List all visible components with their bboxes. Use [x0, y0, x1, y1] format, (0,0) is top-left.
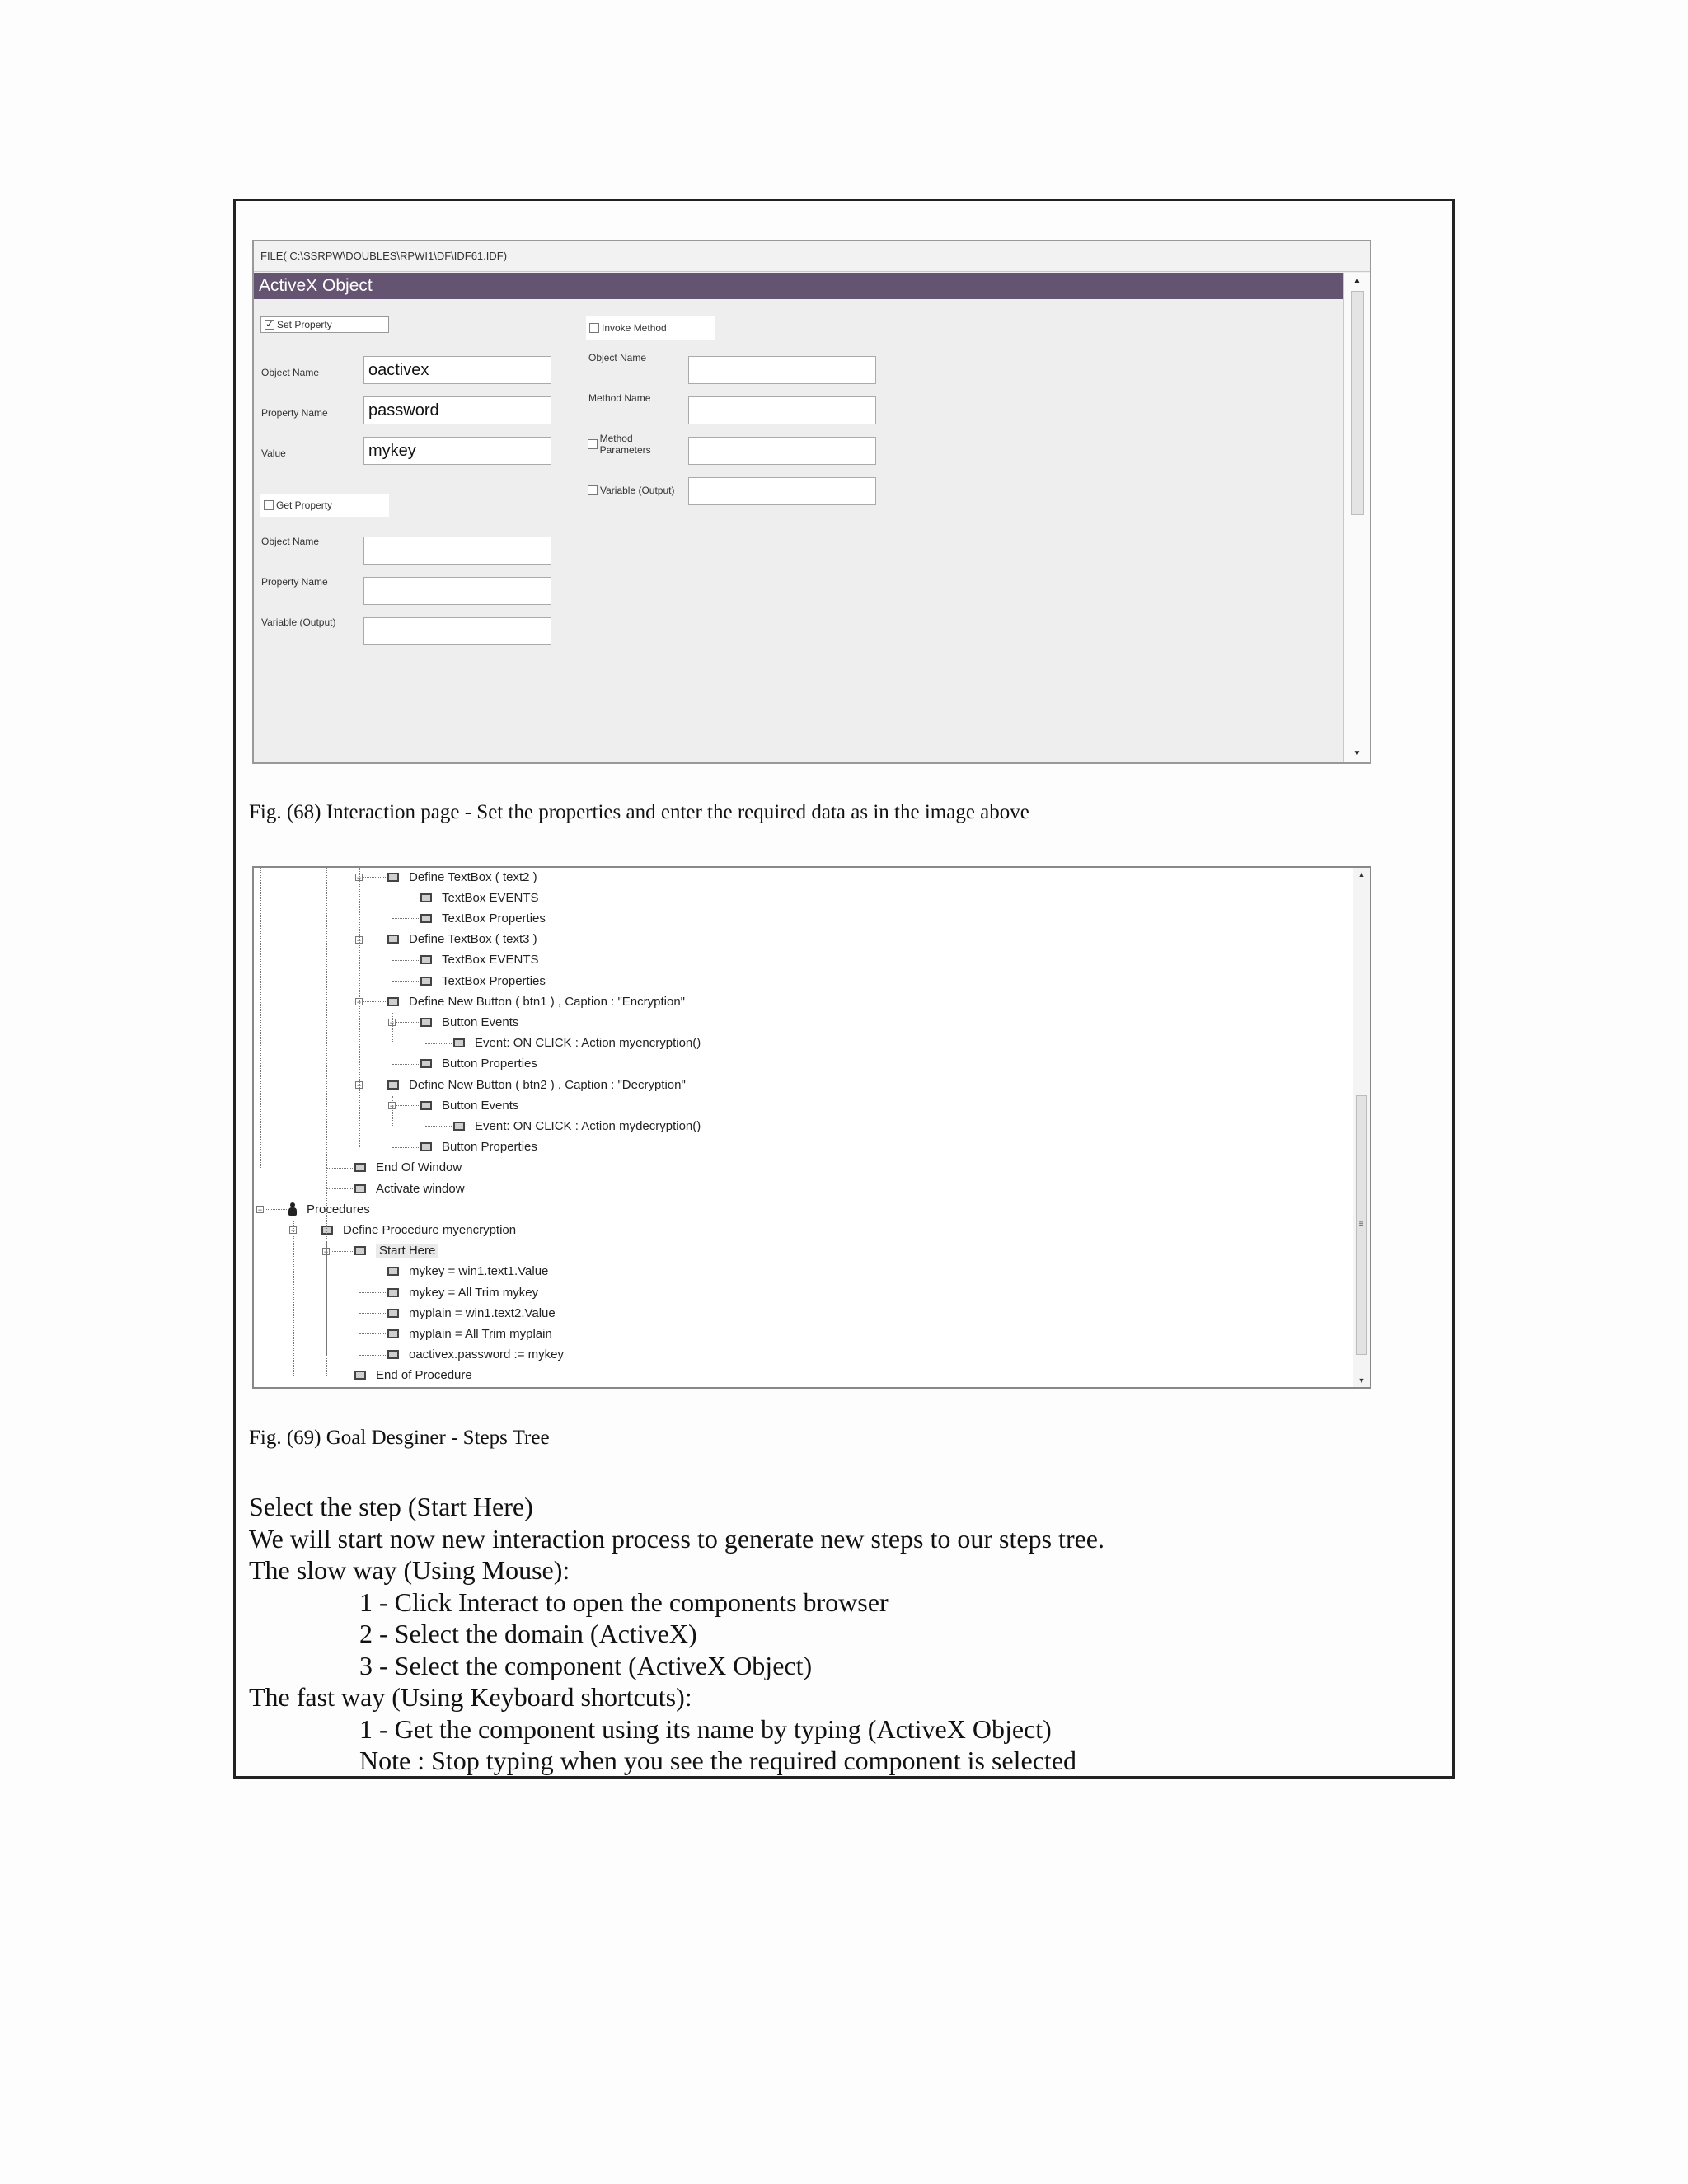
step-icon: [354, 1184, 366, 1193]
checkbox-unchecked-icon: [588, 439, 598, 449]
tree-connector: [392, 1022, 419, 1023]
method-name-input[interactable]: [688, 396, 876, 424]
tree-node[interactable]: [354, 1366, 472, 1385]
checkbox-unchecked-icon: [264, 500, 274, 510]
tree-node-label: Button Events: [442, 1098, 519, 1113]
tree-node-label: myplain = win1.text2.Value: [409, 1305, 556, 1320]
get-property-name-label: Property Name: [261, 576, 328, 588]
invoke-method-label: Invoke Method: [602, 322, 667, 334]
step-icon: [420, 977, 432, 986]
scroll-thumb[interactable]: [1351, 291, 1364, 515]
file-path: FILE( C:\SSRPW\DOUBLES\RPWI1\DF\IDF61.IDF): [254, 241, 1370, 272]
tree-guide: [293, 1221, 294, 1375]
tree-node[interactable]: [420, 1013, 518, 1031]
tree-connector: [392, 1147, 419, 1148]
value-label: Value: [261, 448, 286, 459]
tree-node-label: Activate window: [376, 1181, 465, 1196]
step-icon: [453, 1038, 465, 1047]
set-property-checkbox[interactable]: [260, 316, 389, 333]
tree-node-label: End Of Window: [376, 1160, 462, 1175]
tree-connector: [359, 1313, 386, 1314]
tree-node[interactable]: [420, 888, 539, 907]
step-icon: [354, 1371, 366, 1380]
tree-connector: [359, 1333, 386, 1334]
tree-connector: [392, 960, 419, 961]
checkbox-checked-icon: ✓: [265, 320, 274, 330]
step-icon: [354, 1163, 366, 1172]
tree-connector: [326, 1188, 353, 1189]
collapse-icon[interactable]: −: [356, 935, 362, 944]
tree-node[interactable]: [420, 1138, 537, 1156]
figure-68-caption: Fig. (68) Interaction page - Set the properties and enter the required data as in the image above: [249, 801, 1029, 823]
activex-dialog-screenshot: [252, 240, 1372, 764]
instruction-intro: We will start now new interaction process to generate new steps to our steps tree.: [249, 1524, 1104, 1554]
tree-node-label: Event: ON CLICK : Action mydecryption(): [475, 1118, 701, 1133]
scroll-up-icon[interactable]: ▲: [1357, 870, 1366, 879]
tree-node-label: End of Procedure: [376, 1368, 472, 1383]
collapse-icon[interactable]: −: [323, 1247, 329, 1256]
instruction-select-step: Select the step (Start Here): [249, 1492, 533, 1521]
step-icon: [420, 1142, 432, 1151]
tree-guide: [392, 1096, 393, 1126]
step-icon: [453, 1122, 465, 1131]
get-property-label: Get Property: [276, 499, 333, 511]
tree-guide: [260, 868, 261, 1168]
tree-node-label: Define TextBox ( text3 ): [409, 932, 537, 947]
tree-node[interactable]: [387, 992, 685, 1010]
property-name-input[interactable]: password: [363, 396, 551, 424]
collapse-icon[interactable]: −: [356, 1081, 362, 1090]
tree-connector: [359, 1355, 386, 1356]
invoke-variable-output-input[interactable]: [688, 477, 876, 505]
tree-connector: [326, 1168, 353, 1169]
tree-node[interactable]: [321, 1221, 516, 1239]
tree-node[interactable]: [453, 1117, 701, 1135]
method-parameters-label: Method Parameters: [599, 433, 651, 456]
get-variable-output-label: Variable (Output): [261, 616, 336, 628]
tree-node[interactable]: [420, 1055, 537, 1073]
scroll-up-icon[interactable]: ▲: [1353, 276, 1362, 285]
method-parameters-input[interactable]: [688, 437, 876, 465]
step-icon: [420, 955, 432, 964]
step-icon: [420, 893, 432, 902]
step-icon: [387, 997, 399, 1006]
tree-node-label: myplain = All Trim myplain: [409, 1326, 552, 1341]
step-icon: [387, 1350, 399, 1359]
fast-step-1: 1 - Get the component using its name by typing (ActiveX Object): [359, 1714, 1052, 1744]
step-icon: [387, 1080, 399, 1090]
step-icon: [420, 1018, 432, 1027]
tree-node-label: Button Properties: [442, 1140, 537, 1155]
tree-node[interactable]: [420, 1096, 518, 1114]
step-icon: [387, 1288, 399, 1297]
checkbox-unchecked-icon: [589, 323, 599, 333]
tree-connector: [359, 1001, 386, 1002]
get-object-name-label: Object Name: [261, 536, 320, 547]
tree-node[interactable]: [387, 1076, 686, 1094]
tree-guide: [326, 1242, 327, 1355]
object-name-label: Object Name: [261, 367, 320, 378]
collapse-icon[interactable]: −: [389, 1102, 395, 1111]
tree-connector: [392, 1064, 419, 1065]
tree-connector: [425, 1043, 452, 1044]
get-property-name-input[interactable]: [363, 577, 551, 605]
tree-guide: [359, 868, 360, 1147]
slow-way-heading: The slow way (Using Mouse):: [249, 1555, 570, 1585]
fast-way-heading: The fast way (Using Keyboard shortcuts):: [249, 1682, 692, 1712]
tree-node[interactable]: [354, 1179, 465, 1197]
invoke-object-name-label: Object Name: [588, 352, 647, 363]
step-icon: [420, 1101, 432, 1110]
tree-connector: [392, 918, 419, 919]
slow-step-3: 3 - Select the component (ActiveX Object): [359, 1651, 813, 1680]
tree-connector: [425, 1126, 452, 1127]
tree-node[interactable]: [387, 1283, 538, 1301]
scroll-down-icon[interactable]: ▼: [1353, 749, 1362, 758]
set-property-label: Set Property: [277, 319, 332, 330]
tree-guide: [392, 1013, 393, 1043]
procedures-icon: [288, 1202, 297, 1216]
collapse-icon[interactable]: −: [290, 1226, 296, 1235]
tree-node[interactable]: [387, 1324, 552, 1343]
invoke-object-name-input[interactable]: [688, 356, 876, 384]
tree-node-label: Define New Button ( btn2 ) , Caption : "Decryption": [409, 1077, 686, 1092]
collapse-icon[interactable]: −: [356, 874, 362, 882]
step-icon: [420, 1059, 432, 1068]
figure-69-caption: Fig. (69) Goal Desginer - Steps Tree: [249, 1427, 550, 1449]
tree-node-procedures[interactable]: [288, 1200, 370, 1218]
scroll-thumb[interactable]: ≡: [1356, 1095, 1367, 1355]
tree-node-label: TextBox EVENTS: [442, 953, 539, 968]
object-name-input[interactable]: oactivex: [363, 356, 551, 384]
value-input[interactable]: mykey: [363, 437, 551, 465]
fast-step-note: Note : Stop typing when you see the required component is selected: [359, 1746, 1077, 1775]
tree-node[interactable]: [354, 1159, 462, 1177]
scroll-down-icon[interactable]: ▼: [1357, 1376, 1366, 1385]
get-variable-output-input[interactable]: [363, 617, 551, 645]
tree-node[interactable]: [387, 1263, 548, 1281]
tree-node[interactable]: [354, 1242, 438, 1260]
tree-node[interactable]: [420, 909, 546, 927]
steps-tree-screenshot: [252, 866, 1372, 1389]
step-icon: [387, 873, 399, 882]
checkbox-unchecked-icon: [588, 485, 598, 495]
tree-node-label: Define TextBox ( text2 ): [409, 869, 537, 884]
tree-node[interactable]: [387, 1346, 564, 1364]
step-icon: [387, 935, 399, 944]
step-icon: [321, 1226, 333, 1235]
tree-node-label: Event: ON CLICK : Action myencryption(): [475, 1036, 701, 1051]
tree-node-label: Button Events: [442, 1015, 519, 1029]
tree-connector: [326, 1251, 353, 1252]
tree-connector: [359, 877, 386, 878]
collapse-icon[interactable]: −: [257, 1206, 263, 1215]
tree-node-label: TextBox Properties: [442, 973, 546, 988]
tree-node-label: Define Procedure myencryption: [343, 1222, 517, 1237]
tree-node[interactable]: [420, 951, 539, 969]
collapse-icon[interactable]: −: [389, 1019, 395, 1028]
tree-node[interactable]: [387, 930, 537, 949]
invoke-method-checkbox[interactable]: [586, 316, 715, 340]
tree-connector: [359, 1292, 386, 1293]
tree-node[interactable]: [453, 1034, 701, 1052]
tree-connector: [260, 1209, 287, 1210]
method-name-label: Method Name: [588, 392, 651, 404]
tree-node[interactable]: [387, 1304, 556, 1322]
slow-step-2: 2 - Select the domain (ActiveX): [359, 1619, 697, 1648]
tree-connector: [392, 981, 419, 982]
tree-node-label: oactivex.password := mykey: [409, 1347, 564, 1362]
invoke-variable-output-label: Variable (Output): [600, 485, 675, 496]
tree-node-label: mykey = All Trim mykey: [409, 1285, 539, 1300]
tree-node-label: Button Properties: [442, 1057, 537, 1071]
method-parameters-checkbox[interactable]: [586, 433, 683, 456]
tree-node-label: Define New Button ( btn1 ) , Caption : "Encryption": [409, 994, 685, 1009]
property-name-label: Property Name: [261, 407, 328, 419]
tree-node-label: Start Here: [376, 1244, 438, 1258]
get-object-name-input[interactable]: [363, 537, 551, 565]
dialog-scrollbar[interactable]: [1343, 273, 1370, 762]
tree-node-label: mykey = win1.text1.Value: [409, 1264, 549, 1279]
slow-step-1: 1 - Click Interact to open the components browser: [359, 1587, 889, 1617]
step-icon: [387, 1267, 399, 1276]
tree-node[interactable]: [420, 972, 546, 990]
collapse-icon[interactable]: −: [356, 998, 362, 1007]
dialog-title: ActiveX Object: [254, 273, 1343, 299]
get-property-checkbox[interactable]: [260, 494, 389, 517]
step-icon: [420, 914, 432, 923]
step-icon: [387, 1329, 399, 1338]
tree-node-label: TextBox EVENTS: [442, 890, 539, 905]
step-icon: [387, 1309, 399, 1318]
tree-node-label: Procedures: [307, 1202, 370, 1216]
tree-scrollbar[interactable]: [1353, 868, 1370, 1387]
step-icon: [354, 1246, 366, 1255]
invoke-variable-output-checkbox[interactable]: [586, 482, 683, 499]
tree-node[interactable]: [387, 868, 537, 886]
tree-node-label: TextBox Properties: [442, 911, 546, 926]
tree-connector: [392, 1105, 419, 1106]
